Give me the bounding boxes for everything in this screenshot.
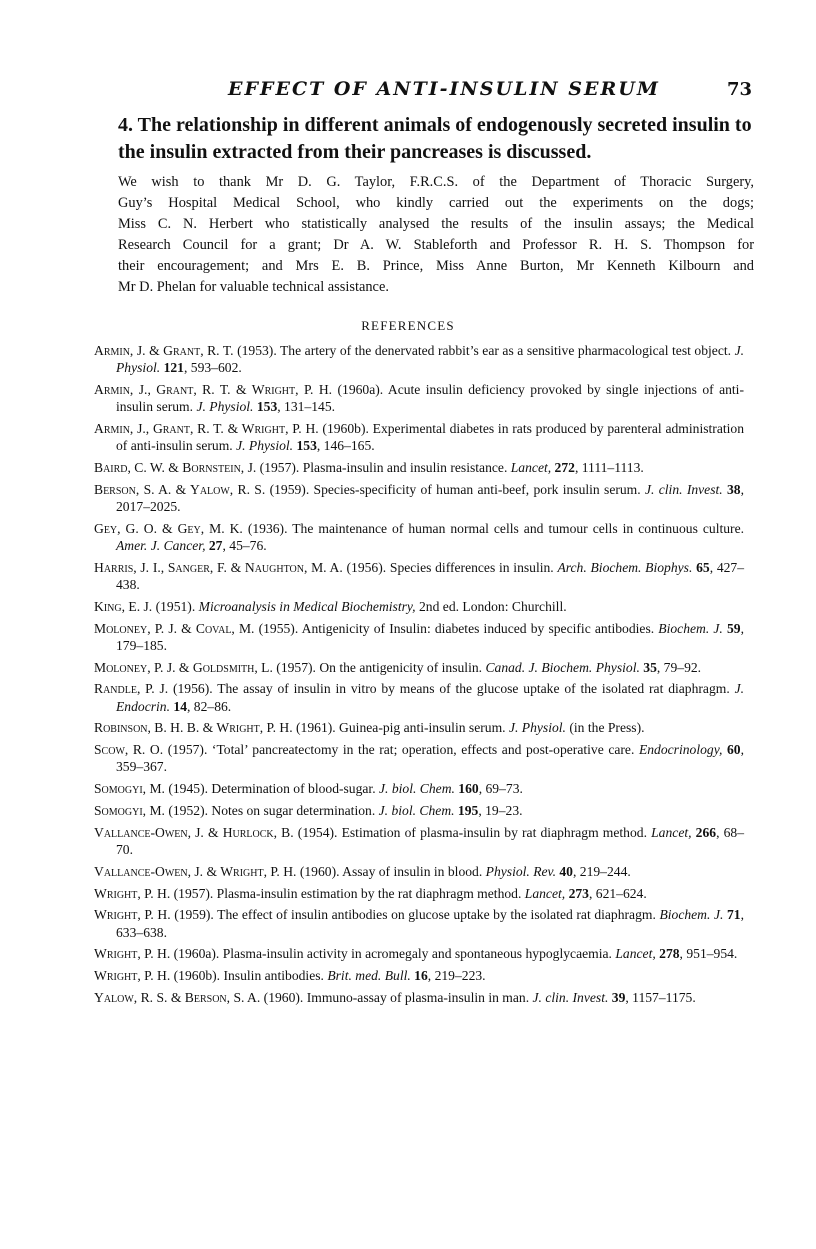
reference-journal: Lancet,: [615, 946, 656, 962]
reference-pages: , 593–602.: [183, 360, 242, 376]
reference-entry: [94, 598, 744, 615]
reference-volume: 272: [551, 460, 575, 475]
reference-journal: Physiol. Rev.: [485, 863, 556, 879]
reference-volume: 121: [160, 360, 184, 376]
reference-volume: 38: [722, 481, 741, 497]
reference-title: (1957). Plasma-insulin and insulin resistance.: [256, 460, 511, 475]
reference-journal: Biochem. J.: [658, 620, 723, 636]
acknowledgement-line: Miss C. N. Herbert who statistically analysed the results of the insulin assays; the Medical: [118, 216, 754, 232]
reference-volume: 273: [565, 885, 589, 901]
reference-entry: [94, 863, 744, 880]
reference-title: (1954). Estimation of plasma-insulin by rat diaphragm method.: [293, 824, 652, 840]
reference-authors: Gey, G. O. & Gey, M. K.: [94, 520, 243, 536]
reference-journal: Arch. Biochem. Biophys.: [557, 559, 693, 575]
reference-entry: [94, 342, 744, 376]
reference-pages: , 2017–2025.: [116, 481, 745, 514]
reference-entry: [94, 802, 744, 819]
reference-entry: [94, 381, 744, 415]
reference-pages: , 219–244.: [572, 863, 631, 879]
reference-entry: [94, 481, 744, 515]
acknowledgement-line: Guy’s Hospital Medical School, who kindly carried out the experiments on the dogs;: [118, 195, 754, 211]
reference-pages: , 68–70.: [116, 824, 745, 857]
reference-entry: [94, 559, 744, 593]
reference-volume: 65: [692, 559, 710, 575]
reference-volume: 14: [170, 698, 187, 714]
acknowledgement-line: Mr D. Phelan for valuable technical assistance.: [118, 279, 389, 295]
reference-entry: [94, 989, 744, 1006]
reference-title: (1960). Assay of insulin in blood.: [296, 863, 486, 879]
reference-title: (1960a). Plasma-insulin activity in acromegaly and spontaneous hypoglycaemia.: [170, 946, 616, 962]
reference-journal: Brit. med. Bull.: [327, 968, 411, 984]
acknowledgements: [118, 172, 754, 298]
reference-entry: [94, 459, 744, 476]
reference-journal: Microanalysis in Medical Biochemistry,: [198, 598, 416, 614]
reference-title: (1953). The artery of the denervated rabbit’s ear as a sensitive pharmacological test object.: [233, 343, 735, 358]
running-title: EFFECT OF ANTI-INSULIN SERUM: [228, 78, 660, 100]
reference-title: (1957). Plasma-insulin estimation by the rat diaphragm method.: [170, 885, 525, 901]
reference-journal: Amer. J. Cancer,: [116, 538, 206, 553]
reference-title: (1936). The maintenance of human normal cells and tumour cells in continuous culture.: [242, 520, 745, 536]
reference-journal: J. Endocrin.: [116, 681, 744, 714]
references-list: [94, 342, 744, 1011]
reference-volume: 266: [691, 824, 717, 840]
references-heading: REFERENCES: [361, 318, 455, 333]
reference-authors: Baird, C. W. & Bornstein, J.: [94, 460, 257, 475]
reference-pages: , 1157–1175.: [625, 989, 696, 1005]
reference-journal: J. biol. Chem.: [378, 802, 455, 818]
reference-volume: 153: [293, 438, 317, 454]
reference-title: (1960). Immuno-assay of plasma-insulin in man.: [260, 989, 533, 1005]
reference-authors: Berson, S. A. & Yalow, R. S.: [94, 481, 266, 497]
reference-title: (1959). Species-specificity of human anti-beef, pork insulin serum.: [265, 481, 645, 497]
reference-pages: , 69–73.: [478, 781, 523, 797]
summary-item-4: 4. The relationship in different animals of endogenously secreted insulin to the insulin extracted from their pancreases is discussed.: [118, 114, 752, 163]
reference-volume: 195: [454, 802, 479, 818]
reference-journal: J. clin. Invest.: [532, 989, 609, 1005]
reference-volume: 35: [639, 659, 657, 675]
reference-entry: [94, 741, 744, 775]
reference-entry: [94, 967, 744, 984]
reference-entry: [94, 780, 744, 797]
reference-volume: 16: [410, 968, 428, 984]
reference-journal: Endocrinology,: [638, 742, 723, 758]
reference-authors: Somogyi, M.: [94, 781, 165, 797]
reference-title: (1945). Determination of blood-sugar.: [164, 781, 380, 797]
reference-authors: Moloney, P. J. & Coval, M.: [94, 620, 255, 636]
reference-authors: Wright, P. H.: [94, 968, 171, 984]
reference-title: (1956). The assay of insulin in vitro by means of the glucose uptake of the isolated rat diaphragm.: [168, 681, 735, 697]
reference-authors: Somogyi, M.: [94, 802, 165, 818]
acknowledgement-line: their encouragement; and Mrs E. B. Prince, Miss Anne Burton, Mr Kenneth Kilbourn and: [118, 258, 754, 274]
reference-volume: 60: [722, 742, 741, 758]
reference-journal: J. Physiol.: [236, 438, 294, 454]
reference-authors: King, E. J.: [94, 598, 153, 614]
reference-entry: [94, 420, 744, 454]
reference-authors: Wright, P. H.: [94, 885, 171, 901]
reference-volume: 40: [555, 863, 573, 879]
reference-journal: Canad. J. Biochem. Physiol.: [485, 659, 640, 675]
reference-journal: J. Physiol.: [196, 399, 254, 415]
reference-authors: Moloney, P. J. & Goldsmith, L.: [94, 659, 273, 675]
reference-pages: , 179–185.: [116, 620, 744, 653]
reference-entry: [94, 620, 744, 654]
reference-pages: , 79–92.: [656, 659, 702, 675]
reference-journal: Lancet,: [510, 460, 552, 475]
reference-title: (1956). Species differences in insulin.: [342, 559, 558, 575]
acknowledgement-line: Research Council for a grant; Dr A. W. Stableforth and Professor R. H. S. Thompson for: [118, 237, 754, 253]
reference-entry: [94, 659, 744, 676]
reference-entry: [94, 719, 744, 736]
reference-authors: Armin, J., Grant, R. T. & Wright, P. H.: [94, 421, 319, 436]
reference-entry: [94, 680, 744, 714]
reference-authors: Scow, R. O.: [94, 742, 164, 758]
reference-title: (1960a). Acute insulin deficiency provoked by single injections of anti-insulin serum.: [116, 382, 744, 415]
running-head: [0, 78, 816, 104]
reference-journal: J. Physiol.: [116, 343, 744, 376]
reference-title: (1960b). Experimental diabetes in rats produced by parenteral administration of anti-insulin serum.: [116, 421, 744, 454]
reference-volume: 278: [655, 946, 680, 962]
reference-title: (1961). Guinea-pig anti-insulin serum.: [292, 720, 509, 736]
reference-journal: J. Physiol.: [508, 720, 566, 736]
reference-journal: Lancet,: [651, 824, 692, 840]
reference-authors: Wright, P. H.: [94, 946, 171, 962]
reference-authors: Harris, J. I., Sanger, F. & Naughton, M. A.: [94, 559, 343, 575]
reference-volume: 160: [454, 781, 479, 797]
reference-pages: 2nd ed. London: Churchill.: [415, 598, 567, 614]
reference-pages: , 1111–1113.: [574, 460, 644, 475]
reference-authors: Vallance-Owen, J. & Hurlock, B.: [94, 824, 294, 840]
reference-entry: [94, 520, 744, 554]
reference-title: (1959). The effect of insulin antibodies on glucose uptake by the isolated rat diaphragm.: [170, 907, 660, 923]
reference-journal: J. biol. Chem.: [379, 781, 455, 797]
reference-pages: , 131–145.: [277, 399, 336, 415]
reference-volume: 59: [722, 620, 741, 636]
reference-authors: Armin, J., Grant, R. T. & Wright, P. H.: [94, 382, 333, 397]
reference-pages: , 427–438.: [116, 559, 745, 592]
reference-pages: , 19–23.: [478, 802, 523, 818]
reference-authors: Robinson, B. H. B. & Wright, P. H.: [94, 720, 293, 736]
reference-authors: Wright, P. H.: [94, 907, 171, 923]
reference-volume: 153: [253, 399, 278, 415]
reference-pages: , 146–165.: [316, 438, 375, 454]
reference-volume: 27: [205, 538, 223, 553]
reference-entry: [94, 824, 744, 858]
reference-entry: [94, 906, 744, 940]
reference-pages: , 82–86.: [187, 698, 232, 714]
reference-authors: Yalow, R. S. & Berson, S. A.: [94, 989, 261, 1005]
reference-pages: , 45–76.: [222, 538, 267, 553]
reference-title: (1960b). Insulin antibodies.: [170, 968, 328, 984]
reference-journal: Biochem. J.: [659, 907, 724, 923]
reference-pages: (in the Press).: [565, 720, 645, 736]
reference-volume: 71: [723, 907, 741, 923]
reference-pages: , 621–624.: [588, 885, 647, 901]
reference-authors: Randle, P. J.: [94, 681, 169, 697]
acknowledgement-line: We wish to thank Mr D. G. Taylor, F.R.C.S. of the Department of Thoracic Surgery,: [118, 174, 754, 190]
reference-pages: , 633–638.: [116, 907, 744, 940]
reference-pages: , 359–367.: [116, 742, 744, 775]
reference-title: (1955). Antigenicity of Insulin: diabetes induced by specific antibodies.: [254, 620, 659, 636]
reference-volume: 39: [608, 989, 626, 1005]
reference-authors: Vallance-Owen, J. & Wright, P. H.: [94, 863, 297, 879]
page-number: 73: [727, 79, 753, 100]
reference-title: (1952). Notes on sugar determination.: [164, 802, 379, 818]
reference-pages: , 951–954.: [679, 946, 738, 962]
reference-title: (1957). ‘Total’ pancreatectomy in the rat; operation, effects and post-operative care.: [163, 742, 639, 758]
reference-entry: [94, 885, 744, 902]
reference-title: (1957). On the antigenicity of insulin.: [272, 659, 486, 675]
reference-journal: Lancet,: [524, 885, 566, 901]
reference-journal: J. clin. Invest.: [644, 481, 723, 497]
reference-entry: [94, 945, 744, 962]
reference-title: (1951).: [152, 598, 199, 614]
reference-pages: , 219–223.: [427, 968, 486, 984]
reference-authors: Armin, J. & Grant, R. T.: [94, 343, 234, 358]
